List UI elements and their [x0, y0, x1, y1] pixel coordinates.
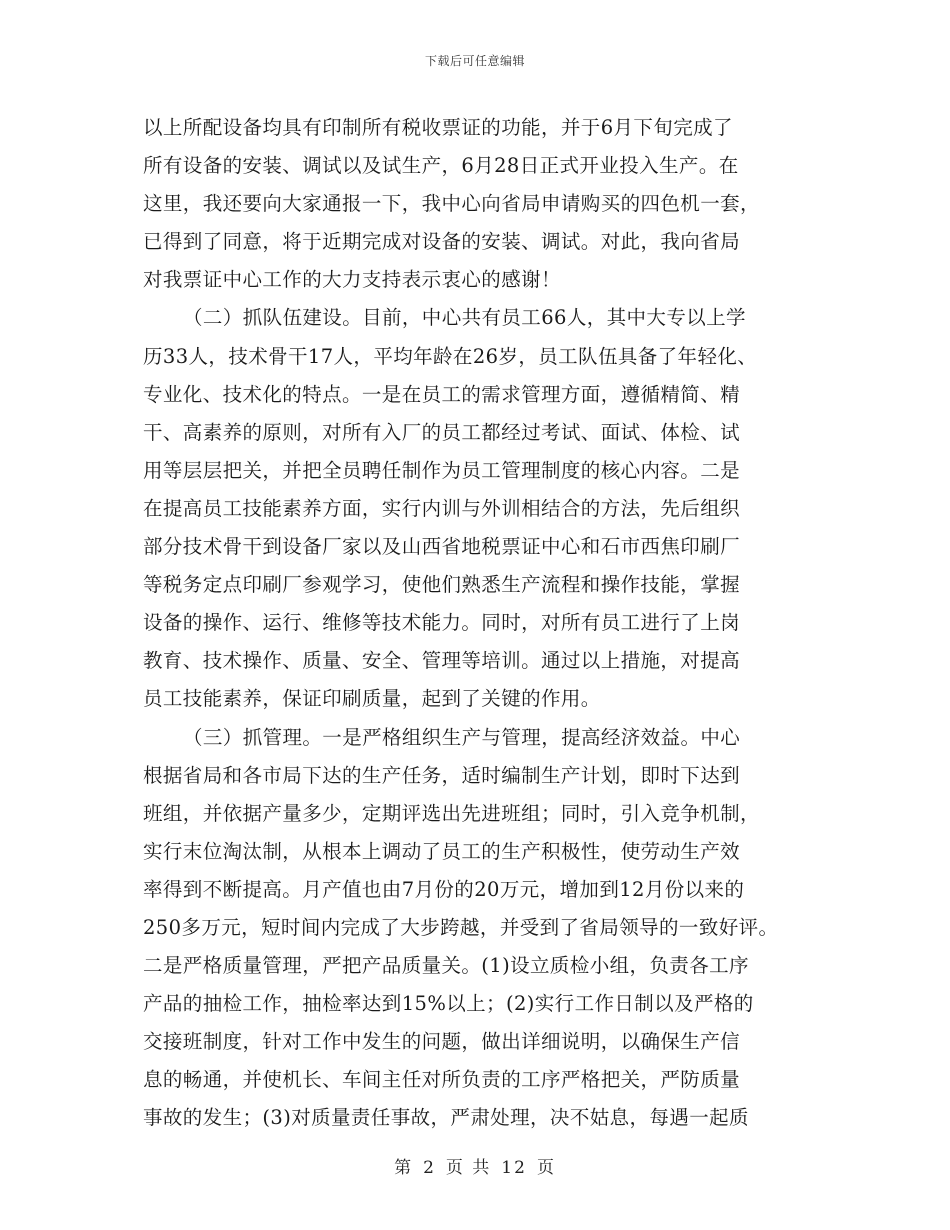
text-line: 历33人，技术骨干17人，平均年龄在26岁，员工队伍具备了年轻化、: [143, 344, 758, 368]
page-suffix: 页: [536, 1158, 556, 1178]
text-line: 交接班制度，针对工作中发生的问题，做出详细说明，以确保生产信: [143, 1030, 741, 1054]
page-total: 12: [501, 1158, 527, 1178]
text-line: 产品的抽检工作，抽检率达到15%以上；(2)实行工作日制以及严格的: [143, 992, 754, 1016]
text-line: 专业化、技术化的特点。一是在员工的需求管理方面，遵循精简、精: [143, 382, 741, 406]
text-line: 部分技术骨干到设备厂家以及山西省地税票证中心和石市西焦印刷厂: [143, 535, 741, 559]
text-line: 在提高员工技能素养方面，实行内训与外训相结合的方法，先后组织: [143, 496, 741, 520]
text-line: 已得到了同意，将于近期完成对设备的安装、调试。对此，我向省局: [143, 230, 741, 254]
text-line: 对我票证中心工作的大力支持表示衷心的感谢！: [143, 268, 561, 292]
text-line: 这里，我还要向大家通报一下，我中心向省局申请购买的四色机一套，: [143, 192, 760, 216]
text-line: 等税务定点印刷厂参观学习，使他们熟悉生产流程和操作技能，掌握: [143, 573, 741, 597]
text-line: 二是严格质量管理，严把产品质量关。(1)设立质检小组，负责各工序: [143, 954, 749, 978]
text-line: 250多万元，短时间内完成了大步跨越，并受到了省局领导的一致好评。: [143, 915, 779, 939]
text-line: 用等层层把关，并把全员聘任制作为员工管理制度的核心内容。二是: [143, 458, 741, 482]
text-line: 员工技能素养，保证印刷质量，起到了关键的作用。: [143, 687, 601, 711]
page-number-footer: [0, 1153, 950, 1178]
text-line: 事故的发生；(3)对质量责任事故，严肃处理，决不姑息，每遇一起质: [143, 1106, 749, 1130]
section-heading-line: （三）抓管理。一是严格组织生产与管理，提高经济效益。中心: [183, 725, 741, 749]
page-prefix: 第: [394, 1158, 414, 1178]
text-line: 息的畅通，并使机长、车间主任对所负责的工序严格把关，严防质量: [143, 1068, 741, 1092]
header-note: 下载后可任意编辑: [424, 54, 525, 68]
document-body: [143, 109, 823, 1138]
page-number: 2: [423, 1158, 436, 1178]
text-line: 率得到不断提高。月产值也由7月份的20万元，增加到12月份以来的: [143, 877, 745, 901]
text-line: 根据省局和各市局下达的生产任务，适时编制生产计划，即时下达到: [143, 763, 741, 787]
text-line: 干、高素养的原则，对所有入厂的员工都经过考试、面试、体检、试: [143, 420, 741, 444]
page-mid: 页 共: [445, 1158, 492, 1178]
text-line: 实行末位淘汰制，从根本上调动了员工的生产积极性，使劳动生产效: [143, 839, 741, 863]
text-line: 以上所配设备均具有印制所有税收票证的功能，并于6月下旬完成了: [143, 116, 733, 139]
text-line: 设备的操作、运行、维修等技术能力。同时，对所有员工进行了上岗: [143, 611, 741, 635]
text-line: 教育、技术操作、质量、安全、管理等培训。通过以上措施，对提高: [143, 649, 741, 673]
section-heading-line: （二）抓队伍建设。目前，中心共有员工66人，其中大专以上学: [183, 306, 746, 330]
text-line: 所有设备的安装、调试以及试生产，6月28日正式开业投入生产。在: [143, 154, 739, 178]
text-line: 班组，并依据产量多少，定期评选出先进班组；同时，引入竞争机制，: [143, 801, 760, 825]
